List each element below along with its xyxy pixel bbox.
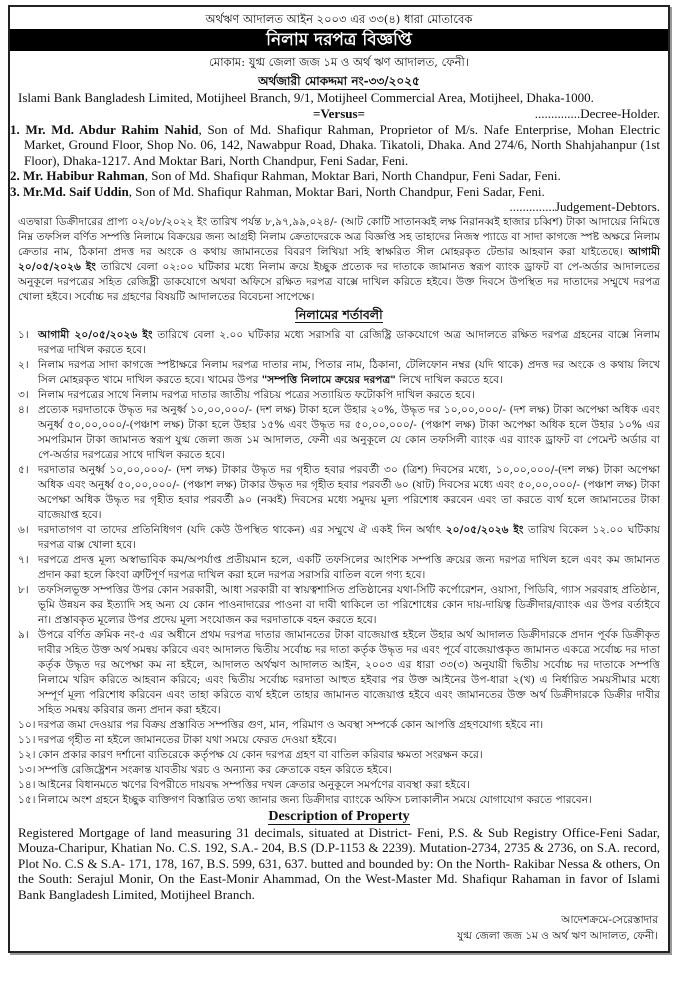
debtor-name: 2. Mr. Habibur Rahman [10,168,145,183]
versus-label: =Versus= [313,106,365,121]
property-heading: Description of Property [268,808,410,824]
condition-item: ৫। দরদাতার অনুর্ধ্ব ১০,০০,০০০/- (দশ লক্ষ) টাকার উদ্ধৃত দর গৃহীত হবার পরবর্তী ৩০ (ত্রিশ) দিবসের মধ্যে, ১০,০০,০০০/-(দশ লক্ষ) টাকা অপেক্ষা অধিক এবং অনুর্ধ্ব ৫০,০০,০০০/- (পঞ্চাশ লক্ষ) টাকার উদ্ধৃত দর গৃহীত হবার পরবর্তী ৬০ (ষাট) দিবসের মধ্যে এবং ৫০,০০,০০০/- (পঞ্চাশ লক্ষ) টাকা অপেক্ষা অধিক উদ্ধৃত দর গৃহীত হবার পরবর্তী ৯০ (নব্বই) দিবসের মধ্যে সমুদয় মূল্য পরিশোধ করবেন এবং তা করতে ব্যর্থ হলে জামানতের টাকা বাজেয়াপ্ত হবে। [18,463,660,521]
judgement-debtors-label: ..............Judgement-Debtors. [509,199,660,214]
debtor-3: 3. Mr.Md. Saif Uddin, Son of Md. Shafiqur Rahman, Moktar Bari, North Chandpur, Feni Sadar, Feni. [10,183,545,199]
auction-notice [8,5,670,953]
notice-title: নিলাম দরপত্র বিজ্ঞপ্তি [10,29,668,51]
condition-item: ৩। নিলাম দরপত্রের সাথে নিলাম দরপত্র দাতার জাতীয় পরিচয় পত্রের সত্যায়িত ফটোকপি দাখিল করতে হবে। [18,388,475,401]
court-name: মোকাম: যুগ্ম জেলা জজ ১ম ও অর্থ ঋণ আদালত, ফেনী। [209,55,469,69]
condition-item: ১। আগামী ২০/০৫/২০২৬ ইং তারিখে বেলা ২.০০ ঘটিকার মধ্যে সরাসরি বা রেজিষ্ট্রি ডাকযোগে অত্র আদালতে রক্ষিত দরপত্র গ্রহনের বাক্সে নিলাম দরপত্র দাখিল করতে হবে। [18,328,661,356]
condition-item: ১২। কোন প্রকার কারণ দর্শানো ব্যতিরেকে কর্তৃপক্ষ যে কোন দরপত্র গ্রহণ বা বাতিল করিবার ক্ষমতা সংরক্ষন করে। [18,748,483,761]
condition-item: ২। নিলাম দরপত্র সাদা কাগজে স্পষ্টাক্ষরে নিলাম দরপত্র দাতার নাম, পিতার নাম, ঠিকানা, টেলিফোন নম্বর (যদি থাকে) প্রদত্ত দর অংকে ও কথায় লিখে সিল মোহরকৃত খামে দাখিল করতে হবে। খামের উপর "সম্পত্তি নিলামে ক্রয়ের দরপত্র" লিখে দাখিল করতে হবে। [18,358,660,386]
condition-item: ১০। দরপত্র জমা দেওয়ার পর বিক্রয় প্রস্তাবিত সম্পত্তির গুণ, মান, পরিমাণ ও অবস্থা সম্পর্কে কোন আপত্তি গ্রহণযোগ্য হইবে না। [18,718,544,731]
case-number: অর্থজারী মোকদ্দমা নং-৩৩/২০২৫ [258,74,420,88]
debtor-name: 3. Mr.Md. Saif Uddin [10,183,129,199]
condition-item: ৯। উপরে বর্ণিত ক্রমিক নং-৫ এর অধীনে প্রথম দরপত্র দাতার জামানতের টাকা বাজেয়াপ্ত হইলে উহার অর্থ আদালত ডিক্রীদারকে প্রদান পূর্বক ডিক্রীকৃত দাবীর সহিত উক্ত অর্থ সমন্বয় করিবে এবং আদালত দ্বিতীয় সর্বোচ্চ দর দাতা কর্তৃক উদ্ধৃত দর এবং পূর্বে বাজেয়াপ্তকৃত জামানত একত্রে সর্বোচ্চ দর দাতা কর্তৃক উদ্ধৃত দর অপেক্ষা কম না হইলে, আদালত অর্থঋণ আদালত আইন, ২০০৩ এর ধারা ৩৩(৩) অনুযায়ী দ্বিতীয় সর্বোচ্চ দর দাতাকে সম্পত্তি নিলামে খরিদ করিতে আহবান করিবে; এবং দ্বিতীয় সর্বোচ্চ দরদাতা আহুত হইবার পর উক্ত আইনের উপ-ধারা ২(খ) এ নির্ধারিত সময়সীমার মধ্যে সম্পূর্ণ মূল্য পরিশোধ করিবেন এবং তাহা করিতে ব্যর্থ হইলে তাহার জামানত বাজেয়াপ্ত হইবে এবং জামানতের উক্ত অর্থ ডিক্রীদারকে ডিক্রীর দাবীর সহিত সমন্বয় করিবার জন্য প্রদান করা হইবে। [18,628,660,716]
conditions-heading: নিলামের শর্তাবলী [295,306,383,322]
condition-item: ৮। তফসিলভূক্ত সম্পত্তির উপর কোন সরকারী, আধা সরকারী বা স্বায়ত্বশাসিত প্রতিষ্ঠানের যথা-সিটি কর্পোরেশন, ওয়াসা, পিডিবি, গ্যাস সরবরাহ প্রতিষ্ঠান, ভূমি উন্নয়ন কর ইত্যাদি সহ অন্য যে কোন পাওনাদারের পাওনা বা দাবী থাকিলে তা পরিশোধের কোন দায়-দায়িত্ব ডিক্রীদার/ব্যাংক এর উপর বর্তাইবে না। প্রস্তাবকৃত মূল্যের উপর প্রদেয় মূল্য সংযোজন কর দরদাতাকে বহন করতে হবে। [18,583,660,626]
condition-item: ১১। দরপত্র গৃহীত না হইলে জামানতের টাকা যথা সময়ে ফেরত দেওয়া হইবে। [18,733,337,746]
plaintiff: Islami Bank Bangladesh Limited, Motijheel Branch, 9/1, Motijheel Commercial Area, Motijheel, Dhaka-1000. [18,90,594,105]
condition-item: ১৫। নিলামে অংশ গ্রহনে ইচ্ছুক ব্যক্তিগণ বিস্তারিত তথ্য জানার জন্য ডিক্রীদার ব্যাংকে অফিস চলাকালীন সময়ে যোগাযোগ করতে পারবেন। [18,793,592,806]
debtor-name: 1. Mr. Md. Abdur Rahim Nahid [10,121,199,137]
property-description: Registered Mortgage of land measuring 31 decimals, situated at District- Feni, P.S. & Sub Registry Office-Feni Sadar, Mouza-Charipur, Khatian No. C.S. 192, S.A.- 204, B.S (D.P-1153 & 2239). Mutation-2734, 2735 & 2736, on S.A. record, Plot No. C.S & S.A- 171, 178, 167, B.S. 599, 631, 637. butted and bounded by: On the North- Rakibar Nessa & others, On the South: Serajul Monir, On the East-Monir Ahammad, On the West-Master Md. Shafiqur Rahaman in favor of Islami Bank Bangladesh Limited, Motijheel Branch. [18,824,660,902]
act-reference: অর্থঋণ আদালত আইন ২০০৩ এর ৩৩(৪) ধারা মোতাবেক [205,12,473,26]
intro-paragraph: এতদ্বারা ডিক্রীদারের প্রাপ্য ০২/০৮/২০২২ ইং তারিখ পর্যন্ত ৮,৯৭,৯৯,০২৪/- (আট কোটি সাতানব্বই লক্ষ নিরানব্বই হাজার চব্বিশ) টাকা আদায়ের নিমিত্তে নিম্ন তফসিল বর্ণিত সম্পত্তি নিলামে বিক্রয়ের জন্য আগ্রহী নিলাম ক্রেতাদেরকে অত্র বিজ্ঞপ্তি সহ তাহাদের নিজস্ব প্যাডে বা সাদা কাগজে স্পষ্ট অক্ষরে নিলাম ক্রেতার নাম, ঠিকানা প্রদত্ত দর অংকে ও কথায় জামানতের বিবরণ লিখিয়া সহি স্বাক্ষরিত সীল মোহরকৃত টেন্ডার আহবান করা যাইতেছে। আগামী ২০/০৫/২০২৬ ইং তারিখে বেলা ০২:০০ ঘটিকার মধ্যে নিলাম ক্রয়ে ইচ্ছুক প্রত্যেক দর দাতাকে জামানত স্বরূপ ব্যাংক ড্রাফট বা পে-অর্ডার আদালতের অনুকূলে দরপত্রের সহিত রেজিষ্ট্রী ডাকযোগে অথবা অফিসে রক্ষিত দরপত্র বাক্সে দাখিল করিতে হইবে। উক্ত দিবসে উপস্থিত দর দাতাদের সম্মুখে দরপত্র খোলা হইবে। সর্বোচ্চ দর গ্রহণের বিষয়টি আদালতের বিবেচনা সাপেক্ষে। [18,215,660,303]
decree-holder-label: ..............Decree-Holder. [534,105,660,121]
condition-item: ৭। দরপত্রে প্রদত্ত মূল্য অস্বাভাবিক কম/অপর্যাপ্ত প্রতীয়মান হলে, একটি তফসিলের আংশিক সম্পত্তি ক্রয়ের জন্য দরপত্র দাখিল হলে এবং কম জামানত প্রদান করা হলে কিংবা ত্রুটিপূর্ণ দরপত্র দাখিল করা হলে দরপত্র সরাসরি বাতিল বলে গণ্য হবে। [18,553,660,581]
condition-item: ৪। প্রত্যেক দরদাতাকে উদ্ধৃত দর অনুর্ধ্ব ১০,০০,০০০/- (দশ লক্ষ) টাকা হলে উহার ২০%, উদ্ধৃত দর ১০,০০,০০০/- (দশ লক্ষ) টাকা অপেক্ষা অধিক এবং অনুর্ধ্ব ৫০,০০,০০০/-(পঞ্চাশ লক্ষ) টাকা হলে উহার ১৫% এবং উদ্ধৃত দর ৫০,০০,০০০/- (পঞ্চাশ লক্ষ) টাকা অপেক্ষা অধিক হলে উহার ১০% এর সমপরিমান টাকা জামানত স্বরূপ যুগ্ম জেলা জজ ১ম আদালত, ফেনী এর অনুকূলে যে কোন তফসিলী ব্যাংক এর ব্যাংক ড্রাফট বা পেমেন্ট অর্ডার বা পে-অর্ডার দরপত্রের সাথে দাখিল করতে হবে। [18,403,660,461]
debtor-1: 1. Mr. Md. Abdur Rahim Nahid, Son of Md. Shafiqur Rahman, Proprietor of M/s. Nafe Enterprise, Mohan Electric Market, Ground Floor, Shop No. 06, 142, Nawabpur Road, Dhaka. Tikatoli, Dhaka. And 274/6, North Shahjahanpur (1st Floor), Dhaka-1217. And Moktar Bari, North Chandpur, Feni Sadar, Feni. [10,121,661,168]
debtor-2: 2. Mr. Habibur Rahman, Son of Md. Shafiqur Rahman, Moktar Bari, North Chandpur, Feni Sadar, Feni. [10,168,561,183]
signature-title: আদেশক্রমে-সেরেস্তাদার [561,914,658,926]
signature-court: যুগ্ম জেলা জজ ১ম ও অর্থ ঋণ আদালত, ফেনী। [457,930,658,942]
condition-item: ১৪। আইনের বিধানমতে ঋণের বিপরীতে দায়বদ্ধ সম্পত্তির দখল ক্রেতার অনুকূলে সমর্পণের ব্যবস্থা করা হইবে। [18,778,471,791]
condition-item: ১৩। সম্পত্তি রেজিষ্ট্রেশন সংক্রান্ত যাবতীয় খরচ ও অন্যান্য কর ক্রেতাকে বহন করিতে হইবে। [18,763,392,776]
condition-item: ৬। দরদাতাগণ বা তাদের প্রতিনিধিগণ (যদি কেউ উপস্থিত থাকেন) এর সম্মুখে ঐ একই দিন অর্থাৎ ২০/০৫/২০২৬ ইং তারিখ বিকেল ১২.০০ ঘটিকায় দরপত্র বাক্স খোলা হবে। [18,523,660,551]
